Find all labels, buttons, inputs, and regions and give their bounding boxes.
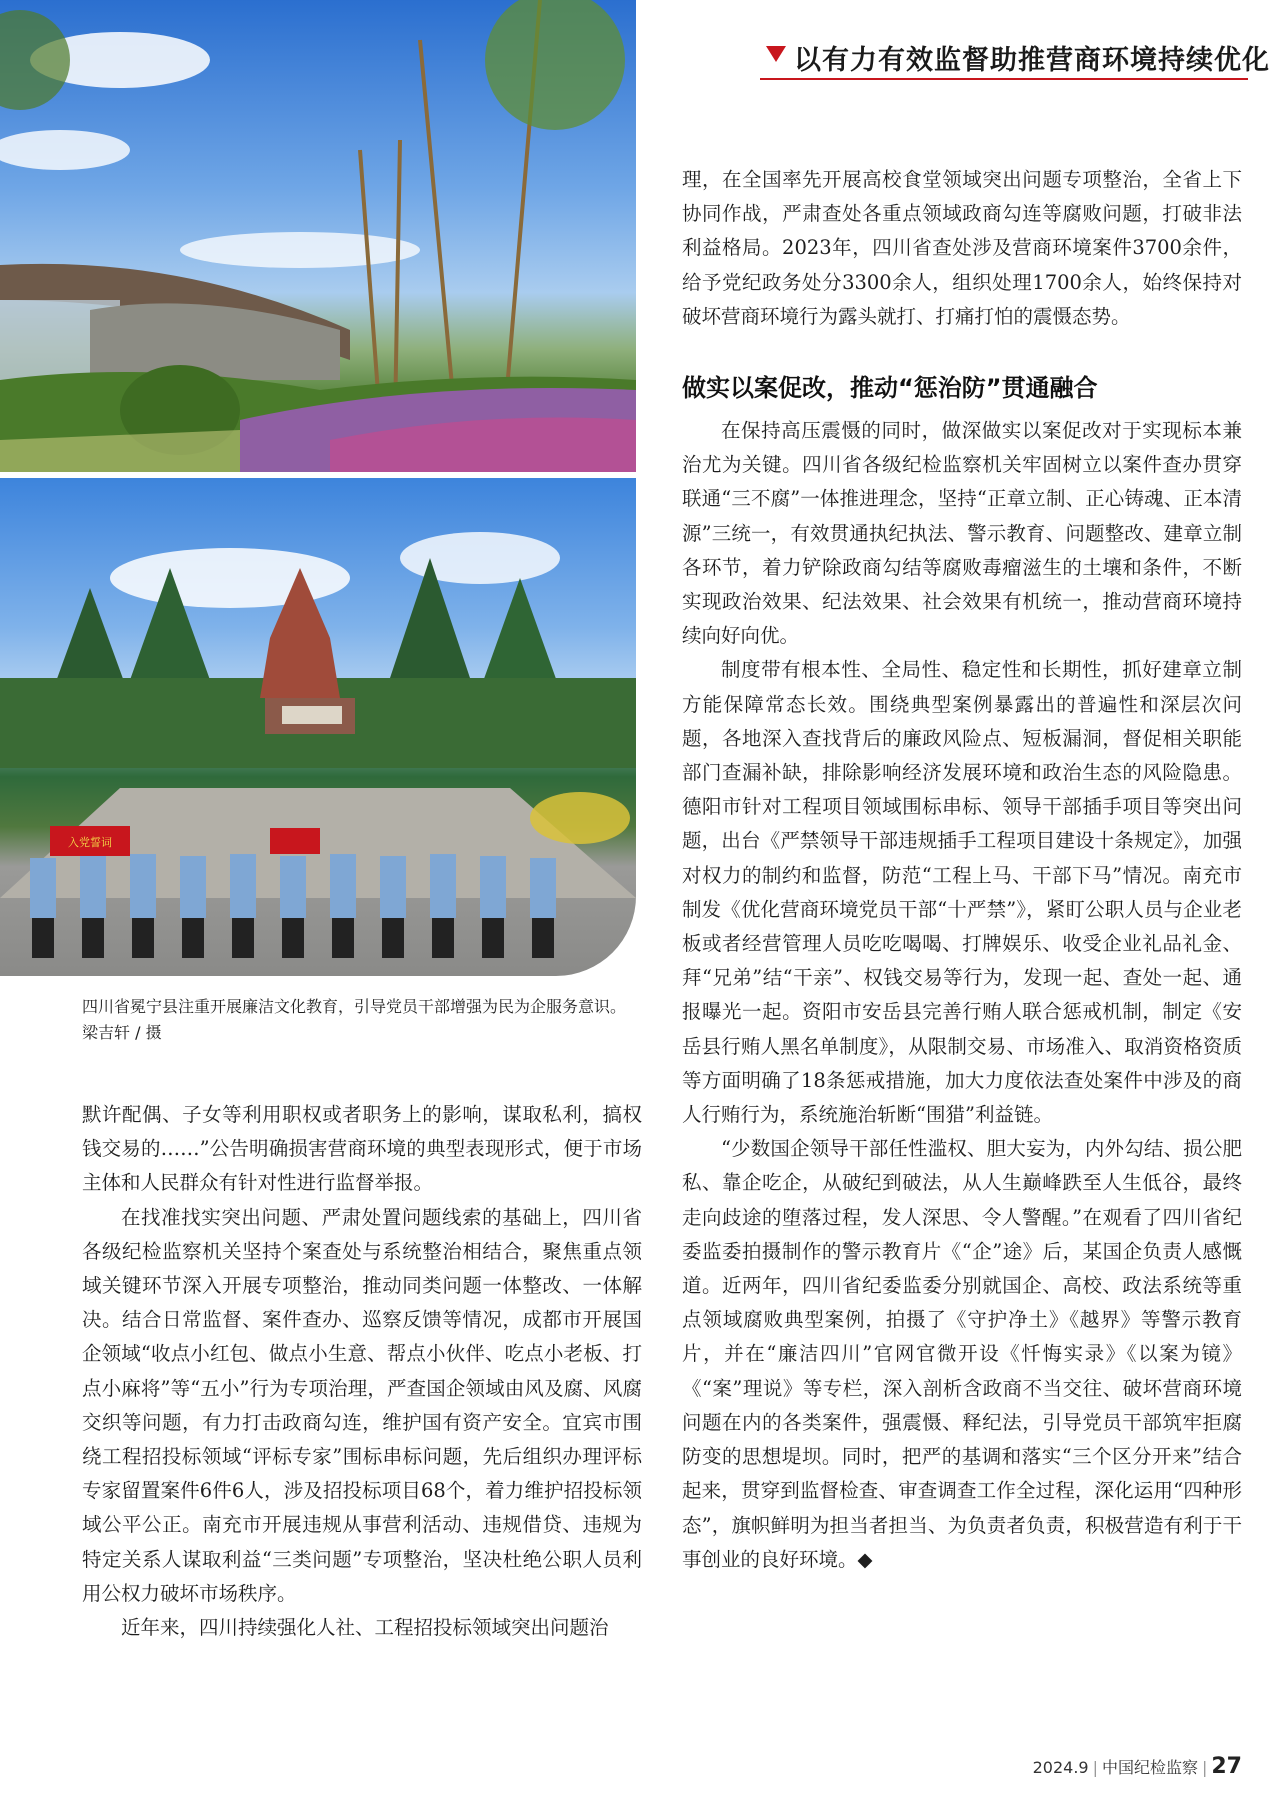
page-footer: [1033, 1754, 1242, 1779]
paragraph: 在找准找实突出问题、严肃处置问题线索的基础上，四川省各级纪检监察机关坚持个案查处与系统整治相结合，聚焦重点领域关键环节深入开展专项整治，推动同类问题一体整改、一体解决。结合日常监督、案件查办、巡察反馈等情况，成都市开展国企领域“收点小红包、做点小生意、帮点小伙伴、吃点小老板、打点小麻将”等“五小”行为专项治理，严查国企领域由风及腐、风腐交织等问题，有力打击政商勾连，维护国有资产安全。宜宾市围绕工程招投标领域“评标专家”围标串标问题，先后组织办理评标专家留置案件6件6人，涉及招投标项目68个，着力维护招投标领域公平公正。南充市开展违规从事营利活动、违规借贷、违规为特定关系人谋取利益“三类问题”专项整治，坚决杜绝公职人员利用公权力破坏市场秩序。: [82, 1205, 642, 1605]
right-column-top: [682, 163, 1242, 334]
paragraph: 默许配偶、子女等利用职权或者职务上的影响，谋取私利，搞权钱交易的……”公告明确损害营商环境的典型表现形式，便于市场主体和人民群众有针对性进行监督举报。: [82, 1103, 642, 1195]
issue-date: 2024.9: [1032, 1758, 1089, 1777]
section-header: [760, 38, 1270, 78]
photo-caption: 四川省冕宁县注重开展廉洁文化教育，引导党员干部增强为民为企服务意识。 梁吉轩 / 摄: [82, 997, 627, 1042]
photo-park-illustration: [0, 0, 636, 472]
header-rule: [760, 78, 1248, 80]
photo-park-building: [0, 0, 636, 472]
paragraph: 理，在全国率先开展高校食堂领域突出问题专项整治，全省上下协同作战，严肃查处各重点领域政商勾连等腐败问题，打破非法利益格局。2023年，四川省查处涉及营商环境案件3700余件，给予党纪政务处分3300余人，组织处理1700余人，始终保持对破坏营商环境行为露头就打、打痛打怕的震慑态势。: [682, 168, 1242, 328]
oath-banner-text: 入党誓词: [68, 836, 112, 849]
triangle-marker-icon: [766, 46, 786, 62]
page-number: 27: [1211, 1754, 1242, 1779]
magazine-name: 中国纪检监察: [1101, 1758, 1198, 1777]
paragraph: 近年来，四川持续强化人社、工程招投标领域突出问题治: [121, 1616, 609, 1640]
paragraph: 制度带有根本性、全局性、稳定性和长期性，抓好建章立制方能保障常态长效。围绕典型案例暴露出的普遍性和深层次问题，各地深入查找背后的廉政风险点、短板漏洞，督促相关职能部门查漏补缺，排除影响经济发展环境和政治生态的风险隐患。德阳市针对工程项目领域围标串标、领导干部插手项目等突出问题，出台《严禁领导干部违规插手工程项目建设十条规定》，加强对权力的制约和监督，防范“工程上马、干部下马”情况。南充市制发《优化营商环境党员干部“十严禁”》，紧盯公职人员与企业老板或者经营管理人员吃吃喝喝、打牌娱乐、收受企业礼品礼金、拜“兄弟”结“干亲”、权钱交易等行为，发现一起、查处一起、通报曝光一起。资阳市安岳县完善行贿人联合惩戒机制，制定《安岳县行贿人黑名单制度》，从限制交易、市场准入、取消资格资质等方面明确了18条惩戒措施，加大力度依法查处案件中涉及的商人行贿行为，系统施治斩断“围猎”利益链。: [682, 658, 1242, 1127]
footer-divider: |: [1092, 1758, 1098, 1777]
subheading: 做实以案促改，推动“惩治防”贯通融合: [682, 374, 1098, 402]
left-column: [82, 1098, 642, 1645]
right-column: [682, 414, 1242, 1577]
photo-monument-illustration: [0, 478, 636, 976]
section-title: 以有力有效监督助推营商环境持续优化: [794, 45, 1270, 76]
paragraph: “少数国企领导干部任性滥权、胆大妄为，内外勾结、损公肥私、靠企吃企，从破纪到破法，从人生巅峰跌至人生低谷，最终走向歧途的堕落过程，发人深思、令人警醒。”在观看了四川省纪委监委拍摄制作的警示教育片《“企”途》后，某国企负责人感慨道。近两年，四川省纪委监委分别就国企、高校、政法系统等重点领域腐败典型案例，拍摄了《守护净土》《越界》等警示教育片，并在“廉洁四川”官网官微开设《忏悔实录》《以案为镜》《“案”理说》等专栏，深入剖析含政商不当交往、破坏营商环境问题在内的各类案件，强震慑、释纪法，引导党员干部筑牢拒腐防变的思想堤坝。同时，把严的基调和落实“三个区分开来”结合起来，贯穿到监督检查、审查调查工作全过程，深化运用“四种形态”，旗帜鲜明为担当者担当、为负责者负责，积极营造有利于干事创业的良好环境。◆: [682, 1137, 1242, 1571]
footer-divider: |: [1201, 1758, 1208, 1777]
paragraph: 在保持高压震慑的同时，做深做实以案促改对于实现标本兼治尤为关键。四川省各级纪检监察机关牢固树立以案件查办贯穿联通“三不腐”一体推进理念，坚持“正章立制、正心铸魂、正本清源”三统一，有效贯通执纪执法、警示教育、问题整改、建章立制各环节，着力铲除政商勾结等腐败毒瘤滋生的土壤和条件，不断实现政治效果、纪法效果、社会效果有机统一，推动营商环境持续向好向优。: [682, 419, 1242, 648]
photo-monument-oath: [0, 478, 636, 976]
